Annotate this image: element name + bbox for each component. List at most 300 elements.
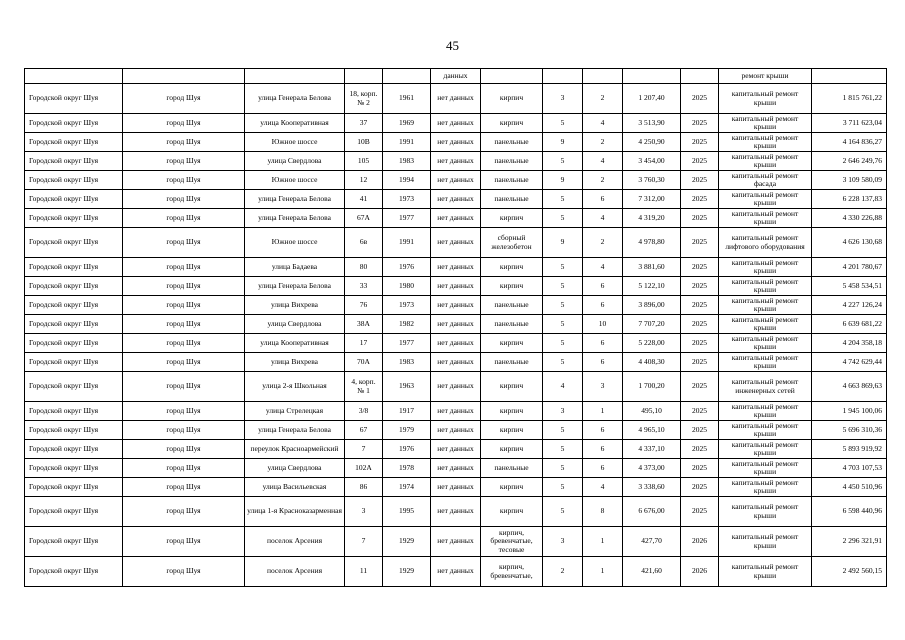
cell-okrug: Городской округ Шуя (25, 258, 123, 277)
cell-plan-year: 2025 (681, 277, 719, 296)
housing-repair-table (24, 68, 887, 587)
cell-status: нет данных (431, 478, 481, 497)
cell-material: панельные (481, 133, 543, 152)
cell-city: город Шуя (123, 209, 245, 228)
cell-year: 1983 (383, 152, 431, 171)
cell-entrances: 4 (583, 152, 623, 171)
cell-plan-year: 2025 (681, 402, 719, 421)
cell-house: 12 (345, 171, 383, 190)
cell-material: кирпич (481, 497, 543, 527)
cell-entrances: 4 (583, 258, 623, 277)
cell-entrances: 6 (583, 190, 623, 209)
cell-city: город Шуя (123, 277, 245, 296)
cell-city: город Шуя (123, 459, 245, 478)
cell-status: нет данных (431, 114, 481, 133)
cell-street: улица Генерала Белова (245, 209, 345, 228)
cell-okrug: Городской округ Шуя (25, 557, 123, 587)
cell-city: город Шуя (123, 258, 245, 277)
cell-city: город Шуя (123, 171, 245, 190)
cell-entrances: 6 (583, 296, 623, 315)
cell-material: кирпич, бревенчатые, (481, 557, 543, 587)
cell-city: город Шуя (123, 315, 245, 334)
cell-work: капитальный ремонт инженерных сетей (719, 372, 812, 402)
cell-floors: 3 (543, 84, 583, 114)
cell-okrug: Городской округ Шуя (25, 152, 123, 171)
cell-city: город Шуя (123, 497, 245, 527)
cell-year: 1977 (383, 209, 431, 228)
cell-city: город Шуя (123, 527, 245, 557)
cell-plan-year: 2026 (681, 527, 719, 557)
table-body (25, 69, 887, 587)
cell-floors: 5 (543, 334, 583, 353)
cell-sum: 4 201 780,67 (812, 258, 887, 277)
cell-material: кирпич, бревенчатые, тесовые (481, 527, 543, 557)
cell-okrug: Городской округ Шуя (25, 171, 123, 190)
cell-street: поселок Арсения (245, 527, 345, 557)
cell-status: нет данных (431, 277, 481, 296)
cell-okrug: Городской округ Шуя (25, 114, 123, 133)
cell-sum: 3 109 580,09 (812, 171, 887, 190)
cell-year: 1979 (383, 421, 431, 440)
table-row (25, 152, 887, 171)
cell-sum: 4 742 629,44 (812, 353, 887, 372)
cell-material: панельные (481, 190, 543, 209)
cell-city: город Шуя (123, 152, 245, 171)
cell-area: 3 454,00 (623, 152, 681, 171)
cell-street: улица Стрелецкая (245, 402, 345, 421)
cell-house: 17 (345, 334, 383, 353)
cell-year: 1982 (383, 315, 431, 334)
table-row (25, 296, 887, 315)
cell-material: кирпич (481, 334, 543, 353)
cell-sum: 5 458 534,51 (812, 277, 887, 296)
cell-floors: 5 (543, 277, 583, 296)
cell-plan-year: 2025 (681, 497, 719, 527)
cell-house: 7 (345, 527, 383, 557)
cell-house: 6в (345, 228, 383, 258)
cell-work: капитальный ремонт крыши (719, 353, 812, 372)
continuation-work: ремонт крыши (741, 72, 789, 80)
cell-okrug: Городской округ Шуя (25, 527, 123, 557)
cell-work: капитальный ремонт крыши (719, 258, 812, 277)
cell-status: нет данных (431, 84, 481, 114)
table-row (25, 459, 887, 478)
cell-plan-year: 2025 (681, 152, 719, 171)
cell-house: 86 (345, 478, 383, 497)
table-row (25, 209, 887, 228)
cell-street: улица Генерала Белова (245, 84, 345, 114)
cell-okrug: Городской округ Шуя (25, 315, 123, 334)
cell-status: нет данных (431, 315, 481, 334)
cell-material: панельные (481, 152, 543, 171)
table-row (25, 258, 887, 277)
cell-floors: 5 (543, 440, 583, 459)
page-number: 45 (446, 38, 459, 53)
cell-material: панельные (481, 459, 543, 478)
cell-floors: 9 (543, 228, 583, 258)
cell-house: 11 (345, 557, 383, 587)
cell-area: 1 207,40 (623, 84, 681, 114)
cell-city: город Шуя (123, 478, 245, 497)
cell-house: 38А (345, 315, 383, 334)
cell-material: кирпич (481, 114, 543, 133)
cell-house: 33 (345, 277, 383, 296)
cell-city: город Шуя (123, 228, 245, 258)
cell-house: 4, корп. № 1 (345, 372, 383, 402)
cell-entrances: 6 (583, 421, 623, 440)
cell-sum: 4 703 107,53 (812, 459, 887, 478)
cell-house: 3/8 (345, 402, 383, 421)
cell-area: 421,60 (623, 557, 681, 587)
cell-material: кирпич (481, 421, 543, 440)
cell-city: город Шуя (123, 133, 245, 152)
cell-year: 1991 (383, 133, 431, 152)
cell-city: город Шуя (123, 372, 245, 402)
cell-status: нет данных (431, 334, 481, 353)
cell-status: нет данных (431, 296, 481, 315)
cell-plan-year: 2025 (681, 190, 719, 209)
cell-entrances: 6 (583, 440, 623, 459)
cell-entrances: 2 (583, 133, 623, 152)
cell-year: 1977 (383, 334, 431, 353)
cell-area: 495,10 (623, 402, 681, 421)
cell-floors: 5 (543, 296, 583, 315)
cell-floors: 5 (543, 152, 583, 171)
cell-floors: 2 (543, 557, 583, 587)
table-row (25, 557, 887, 587)
cell-floors: 5 (543, 190, 583, 209)
cell-city: город Шуя (123, 296, 245, 315)
cell-floors: 5 (543, 459, 583, 478)
cell-street: улица Кооперативная (245, 114, 345, 133)
table-row (25, 402, 887, 421)
cell-street: улица Свердлова (245, 315, 345, 334)
cell-work: капитальный ремонт крыши (719, 152, 812, 171)
table-row (25, 228, 887, 258)
cell-entrances: 10 (583, 315, 623, 334)
cell-plan-year: 2025 (681, 421, 719, 440)
cell-plan-year: 2025 (681, 296, 719, 315)
cell-year: 1995 (383, 497, 431, 527)
cell-material: панельные (481, 296, 543, 315)
cell-material: кирпич (481, 209, 543, 228)
cell-plan-year: 2025 (681, 334, 719, 353)
table-row (25, 497, 887, 527)
cell-work: капитальный ремонт крыши (719, 315, 812, 334)
cell-area: 3 338,60 (623, 478, 681, 497)
cell-status: нет данных (431, 152, 481, 171)
cell-status: нет данных (431, 372, 481, 402)
cell-work: капитальный ремонт крыши (719, 133, 812, 152)
cell-sum: 1 815 761,22 (812, 84, 887, 114)
cell-status: нет данных (431, 258, 481, 277)
cell-plan-year: 2025 (681, 372, 719, 402)
cell-sum: 1 945 100,06 (812, 402, 887, 421)
cell-city: город Шуя (123, 353, 245, 372)
cell-entrances: 2 (583, 84, 623, 114)
continuation-material: данных (443, 72, 468, 80)
cell-entrances: 2 (583, 228, 623, 258)
cell-work: капитальный ремонт крыши (719, 402, 812, 421)
cell-year: 1961 (383, 84, 431, 114)
cell-city: город Шуя (123, 402, 245, 421)
table-row (25, 372, 887, 402)
cell-house: 67 (345, 421, 383, 440)
cell-okrug: Городской округ Шуя (25, 497, 123, 527)
cell-material: кирпич (481, 372, 543, 402)
cell-plan-year: 2025 (681, 114, 719, 133)
cell-floors: 5 (543, 478, 583, 497)
cell-sum: 2 492 560,15 (812, 557, 887, 587)
cell-okrug: Городской округ Шуя (25, 353, 123, 372)
cell-floors: 3 (543, 402, 583, 421)
cell-sum: 4 626 130,68 (812, 228, 887, 258)
cell-floors: 5 (543, 497, 583, 527)
cell-plan-year: 2025 (681, 315, 719, 334)
cell-plan-year: 2025 (681, 209, 719, 228)
cell-material: кирпич (481, 440, 543, 459)
cell-sum: 2 296 321,91 (812, 527, 887, 557)
cell-year: 1994 (383, 171, 431, 190)
cell-house: 105 (345, 152, 383, 171)
cell-status: нет данных (431, 440, 481, 459)
table-row (25, 421, 887, 440)
cell-status: нет данных (431, 133, 481, 152)
cell-year: 1976 (383, 258, 431, 277)
cell-okrug: Городской округ Шуя (25, 133, 123, 152)
cell-okrug: Городской округ Шуя (25, 421, 123, 440)
cell-year: 1983 (383, 353, 431, 372)
cell-house: 10В (345, 133, 383, 152)
cell-work: капитальный ремонт крыши (719, 421, 812, 440)
cell-area: 1 700,20 (623, 372, 681, 402)
cell-work: капитальный ремонт крыши (719, 478, 812, 497)
cell-street: улица Вихрева (245, 353, 345, 372)
cell-status: нет данных (431, 228, 481, 258)
cell-material: кирпич (481, 402, 543, 421)
cell-city: город Шуя (123, 334, 245, 353)
table-row (25, 190, 887, 209)
cell-area: 7 707,20 (623, 315, 681, 334)
cell-entrances: 1 (583, 527, 623, 557)
cell-status: нет данных (431, 171, 481, 190)
cell-entrances: 6 (583, 334, 623, 353)
cell-area: 4 250,90 (623, 133, 681, 152)
cell-city: город Шуя (123, 421, 245, 440)
cell-work: капитальный ремонт крыши (719, 190, 812, 209)
cell-sum: 6 228 137,83 (812, 190, 887, 209)
cell-work: капитальный ремонт крыши (719, 277, 812, 296)
continuation-row (25, 69, 887, 84)
cell-work: капитальный ремонт крыши (719, 459, 812, 478)
cell-house: 102А (345, 459, 383, 478)
cell-okrug: Городской округ Шуя (25, 296, 123, 315)
cell-year: 1980 (383, 277, 431, 296)
cell-street: улица 1-я Красноказарменная (245, 497, 345, 527)
cell-entrances: 4 (583, 478, 623, 497)
cell-material: панельные (481, 315, 543, 334)
cell-street: улица Генерала Белова (245, 421, 345, 440)
cell-street: улица Васильевская (245, 478, 345, 497)
cell-year: 1963 (383, 372, 431, 402)
cell-floors: 5 (543, 209, 583, 228)
cell-status: нет данных (431, 353, 481, 372)
cell-year: 1976 (383, 440, 431, 459)
cell-work: капитальный ремонт лифтового оборудования (719, 228, 812, 258)
cell-house: 67А (345, 209, 383, 228)
cell-area: 6 676,00 (623, 497, 681, 527)
cell-street: улица Свердлова (245, 152, 345, 171)
cell-sum: 2 646 249,76 (812, 152, 887, 171)
cell-work: капитальный ремонт крыши (719, 334, 812, 353)
table-row (25, 334, 887, 353)
cell-area: 4 337,10 (623, 440, 681, 459)
cell-work: капитальный ремонт крыши (719, 296, 812, 315)
cell-floors: 5 (543, 421, 583, 440)
cell-material: кирпич (481, 277, 543, 296)
cell-street: улица Генерала Белова (245, 277, 345, 296)
cell-plan-year: 2025 (681, 478, 719, 497)
cell-area: 7 312,00 (623, 190, 681, 209)
cell-year: 1929 (383, 527, 431, 557)
cell-work: капитальный ремонт крыши (719, 527, 812, 557)
cell-work: капитальный ремонт крыши (719, 114, 812, 133)
cell-entrances: 8 (583, 497, 623, 527)
cell-plan-year: 2025 (681, 84, 719, 114)
cell-city: город Шуя (123, 440, 245, 459)
table-row (25, 440, 887, 459)
cell-area: 5 228,00 (623, 334, 681, 353)
cell-area: 4 408,30 (623, 353, 681, 372)
cell-house: 41 (345, 190, 383, 209)
cell-year: 1973 (383, 190, 431, 209)
cell-floors: 5 (543, 258, 583, 277)
cell-year: 1973 (383, 296, 431, 315)
cell-city: город Шуя (123, 190, 245, 209)
cell-floors: 4 (543, 372, 583, 402)
cell-sum: 4 663 869,63 (812, 372, 887, 402)
cell-area: 3 881,60 (623, 258, 681, 277)
cell-year: 1978 (383, 459, 431, 478)
cell-plan-year: 2025 (681, 171, 719, 190)
cell-okrug: Городской округ Шуя (25, 372, 123, 402)
cell-house: 76 (345, 296, 383, 315)
cell-status: нет данных (431, 190, 481, 209)
cell-work: капитальный ремонт крыши (719, 84, 812, 114)
cell-area: 3 760,30 (623, 171, 681, 190)
cell-okrug: Городской округ Шуя (25, 334, 123, 353)
cell-area: 3 513,90 (623, 114, 681, 133)
cell-city: город Шуя (123, 557, 245, 587)
cell-house: 70А (345, 353, 383, 372)
cell-material: кирпич (481, 258, 543, 277)
cell-area: 4 978,80 (623, 228, 681, 258)
cell-plan-year: 2025 (681, 228, 719, 258)
cell-street: улица Генерала Белова (245, 190, 345, 209)
cell-year: 1974 (383, 478, 431, 497)
cell-okrug: Городской округ Шуя (25, 459, 123, 478)
table-row (25, 353, 887, 372)
cell-status: нет данных (431, 557, 481, 587)
cell-entrances: 4 (583, 209, 623, 228)
cell-year: 1991 (383, 228, 431, 258)
cell-entrances: 1 (583, 557, 623, 587)
cell-sum: 3 711 623,04 (812, 114, 887, 133)
cell-city: город Шуя (123, 114, 245, 133)
cell-sum: 4 227 126,24 (812, 296, 887, 315)
cell-entrances: 6 (583, 353, 623, 372)
cell-sum: 4 164 836,27 (812, 133, 887, 152)
cell-status: нет данных (431, 402, 481, 421)
cell-material: кирпич (481, 84, 543, 114)
cell-okrug: Городской округ Шуя (25, 478, 123, 497)
cell-house: 37 (345, 114, 383, 133)
cell-year: 1929 (383, 557, 431, 587)
cell-sum: 4 330 226,88 (812, 209, 887, 228)
cell-area: 4 965,10 (623, 421, 681, 440)
cell-street: улица Вихрева (245, 296, 345, 315)
cell-sum: 6 639 681,22 (812, 315, 887, 334)
cell-work: капитальный ремонт крыши (719, 557, 812, 587)
cell-sum: 6 598 440,96 (812, 497, 887, 527)
cell-street: Южное шоссе (245, 171, 345, 190)
cell-street: Южное шоссе (245, 133, 345, 152)
cell-sum: 4 204 358,18 (812, 334, 887, 353)
cell-entrances: 6 (583, 277, 623, 296)
cell-status: нет данных (431, 527, 481, 557)
cell-plan-year: 2025 (681, 440, 719, 459)
cell-street: улица Свердлова (245, 459, 345, 478)
cell-area: 3 896,00 (623, 296, 681, 315)
cell-okrug: Городской округ Шуя (25, 190, 123, 209)
cell-plan-year: 2025 (681, 459, 719, 478)
cell-entrances: 6 (583, 459, 623, 478)
cell-entrances: 2 (583, 171, 623, 190)
cell-okrug: Городской округ Шуя (25, 277, 123, 296)
cell-work: капитальный ремонт крыши (719, 440, 812, 459)
table-row (25, 315, 887, 334)
cell-house: 80 (345, 258, 383, 277)
cell-area: 4 319,20 (623, 209, 681, 228)
cell-floors: 5 (543, 114, 583, 133)
table-row (25, 277, 887, 296)
cell-street: Южное шоссе (245, 228, 345, 258)
table-row (25, 84, 887, 114)
cell-floors: 5 (543, 315, 583, 334)
cell-sum: 4 450 510,96 (812, 478, 887, 497)
cell-status: нет данных (431, 497, 481, 527)
cell-material: кирпич (481, 478, 543, 497)
cell-okrug: Городской округ Шуя (25, 84, 123, 114)
table-row (25, 114, 887, 133)
cell-floors: 9 (543, 171, 583, 190)
cell-work: капитальный ремонт крыши (719, 497, 812, 527)
cell-street: улица Бадаева (245, 258, 345, 277)
cell-material: панельные (481, 353, 543, 372)
cell-floors: 3 (543, 527, 583, 557)
cell-street: улица 2-я Школьная (245, 372, 345, 402)
table-row (25, 133, 887, 152)
cell-status: нет данных (431, 459, 481, 478)
cell-house: 18, корп. № 2 (345, 84, 383, 114)
cell-okrug: Городской округ Шуя (25, 228, 123, 258)
cell-plan-year: 2026 (681, 557, 719, 587)
cell-plan-year: 2025 (681, 133, 719, 152)
cell-okrug: Городской округ Шуя (25, 209, 123, 228)
cell-okrug: Городской округ Шуя (25, 440, 123, 459)
cell-work: капитальный ремонт крыши (719, 209, 812, 228)
cell-plan-year: 2025 (681, 258, 719, 277)
